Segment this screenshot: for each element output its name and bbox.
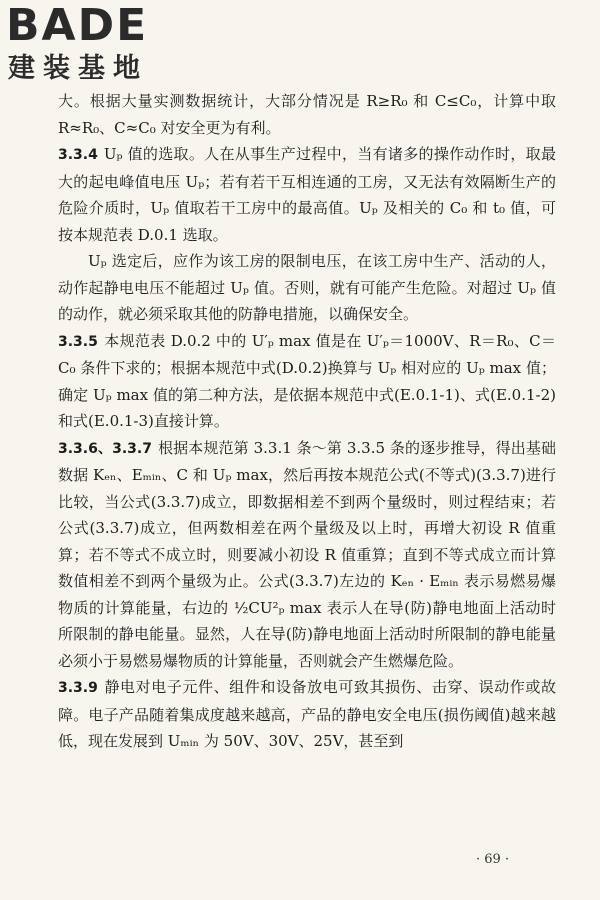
clause-number: 3.3.6、3.3.7 — [58, 440, 152, 457]
clause-number: 3.3.4 — [58, 147, 98, 163]
paragraph-text: 根据本规范第 3.3.1 条～第 3.3.5 条的逐步推导，得出基础数据 Kₑₙ、Eₘᵢₙ、C 和 Uₚ max，然后再按本规范公式(不等式)(3.3.7)进行比较，当公式(3.3.7)成立，即数据相差不到两个量级时，则过程结束；若公式(3.3.7)成立，但两数相差在两个量级及以上时，再增大初设 R 值重算；若不等式不成立时，则要减小初设 R 值重算；直到不等式成立而计算数值相差不到两个量级为止。公式(3.3.7)左边的 Kₑₙ · Eₘᵢₙ 表示易燃易爆物质的计算能量，右边的 ½CU²ₚ max 表示人在导(防)静电地面上活动时所限制的静电能量。显然，人在导(防)静电地面上活动时所限制的静电能量必须小于易燃易爆物质的计算能量，否则就会产生燃爆危险。 — [58, 438, 556, 670]
paragraph-text: 本规范表 D.0.2 中的 U′ₚ max 值是在 U′ₚ＝1000V、R＝R₀、C＝C₀ 条件下求的；根据本规范中式(D.0.2)换算与 Uₚ 相对应的 Uₚ max 值；确定 Uₚ max 值的第二种方法，是依据本规范中式(E.0.1-1)、式(E.0.1-2)和式(E.0.1-3)直接计算。 — [58, 331, 556, 430]
paragraph-continuation — [58, 88, 556, 141]
clause-number: 3.3.5 — [58, 333, 98, 350]
paragraph-text: 静电对电子元件、组件和设备放电可致其损伤、击穿、误动作或故障。电子产品随着集成度越来越高，产品的静电安全电压(损伤阈值)越来越低，现在发展到 Uₘᵢₙ 为 50V、30V、25V，甚至到 — [58, 678, 556, 750]
paragraph-text: Uₚ 值的选取。人在从事生产过程中，当有诸多的操作动作时，取最大的起电峰值电压 Uₚ；若有若干互相连通的工房，又无法有效隔断生产的危险介质时，Uₚ 值取若干工房中的最高值。Uₚ 及相关的 C₀ 和 t₀ 值，可按本规范表 D.0.1 选取。 — [58, 145, 556, 244]
page-number: · 69 · — [476, 852, 510, 867]
paragraph-up-selection — [58, 248, 556, 328]
document-body — [58, 88, 556, 755]
logo-wordmark: BADE — [6, 0, 149, 51]
logo-subtitle: 建装基地 — [8, 53, 148, 84]
paragraph-text: Uₚ 选定后，应作为该工房的限制电压，在该工房中生产、活动的人，动作起静电电压不能超过 Uₚ 值。否则，就有可能产生危险。对超过 Uₚ 值的动作，就必须采取其他的防静电措施，以确保安全。 — [58, 252, 556, 323]
paragraph-text: 大。根据大量实测数据统计，大部分情况是 R≥R₀ 和 C≤C₀，计算中取 R≈R₀、C≈C₀ 对安全更为有利。 — [58, 92, 556, 137]
clause-3-3-9 — [58, 674, 556, 755]
clause-3-3-4 — [58, 141, 556, 248]
publisher-logo — [4, 2, 184, 92]
clause-number: 3.3.9 — [58, 680, 98, 696]
clause-3-3-6-3-3-7 — [58, 435, 556, 675]
clause-3-3-5 — [58, 328, 556, 435]
